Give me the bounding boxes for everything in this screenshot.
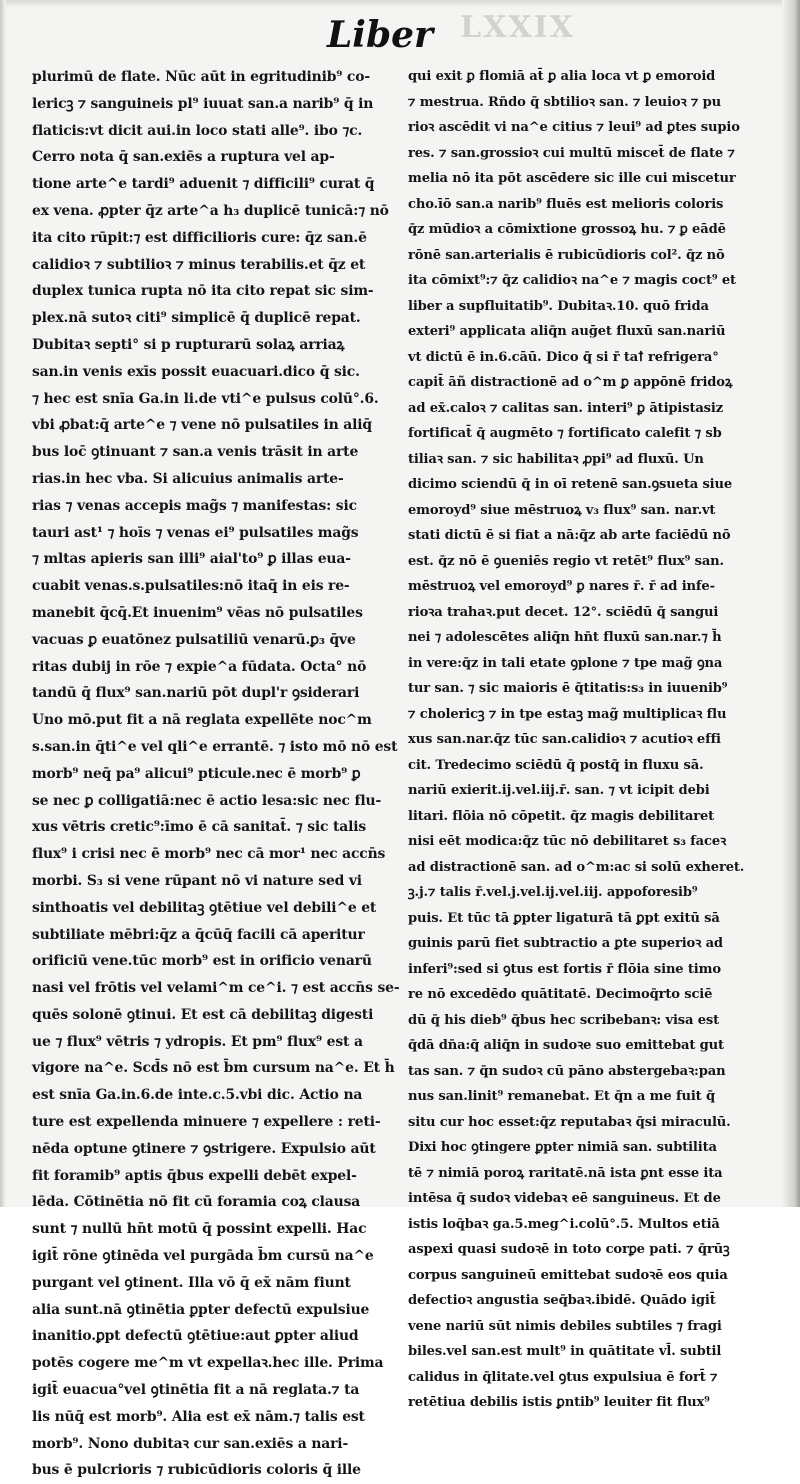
right-column-line: xus san.nar.q̄z tūc san.calidioꝛ ⁊ acutioꝛ effi (408, 732, 721, 747)
right-column-line: retētiua debilis istis ꝑntib⁹ leuiter fit flux⁹ (408, 1395, 710, 1410)
right-column-line: guinis parū fiet subtractio a ꝑte superioꝛ ad (408, 936, 723, 951)
right-column-line: istis loq̄baꝛ ga.5.meg^i.colū°.5. Multos etiā (408, 1216, 720, 1232)
right-column-line: cho.īō san.a narib⁹ fluēs est melioris coloris (408, 196, 724, 212)
right-column-line: ad distractionē san. ad o^m:ac si solū exheret. (408, 859, 745, 875)
right-column-line: aspexi quasi sudoꝛē in toto corꝑe pati. ⁊ q̄rūꝫ (408, 1242, 730, 1257)
left-column-line: igit̄ euacua°vel ꝯtinētia fit a nā reglata.⁊ ta (32, 1382, 360, 1399)
right-column-line: res. ⁊ san.grossioꝛ cui multū miscet̄ de flate ⁊ (408, 145, 735, 161)
left-column-line: bus ē pulcrioris ⁊ rubicūdioris coloris q̄ ille (32, 1462, 361, 1479)
right-column-line: fortificat̄ q̄ augmēto ⁊ fortificato calefit ⁊ sb (408, 426, 722, 441)
right-column-line: vene nariū sūt nimis debiles subtiles ⁊ fragi (408, 1318, 722, 1334)
left-column-line: lēda. Cōtinētia nō fit cū foramia coꝝ clausa (32, 1194, 361, 1211)
left-column-line: alia sunt.nā ꝯtinētia ꝑpter defectū expulsiue (32, 1301, 370, 1318)
left-column-line: rias ⁊ venas accepis mag̃s ⁊ manifestas: sic (32, 497, 357, 514)
right-column-line: melia nō ita pōt ascēdere sic ille cui miscetur (408, 171, 736, 186)
scan-edge-left (0, 0, 6, 1207)
left-column-line: ⁊ mltas apieris san illi⁹ aial'to⁹ ꝑ illas eua- (32, 551, 351, 568)
left-column (32, 64, 400, 1479)
left-column-line: nasi vel frōtis vel velami^m ce^i. ⁊ est accn̄s se- (32, 980, 400, 997)
left-column-line: lis nūq̄ est morb⁹. Alia est ex̄ nām.⁊ talis est (32, 1408, 365, 1425)
left-column-line: san.in venis exīs possit euacuari.dico q̄ sic. (32, 363, 360, 380)
left-column-line: fit foramib⁹ aptis q̄bus expelli debēt expel- (32, 1167, 357, 1184)
left-column-line: manebit q̄cq̄.Et inuenim⁹ vēas nō pulsatiles (32, 604, 363, 621)
left-column-line: plex.nā sutoꝛ citi⁹ simplicē q̄ duplicē repat. (32, 310, 361, 327)
left-column-line: morbi. S₃ si vene rūpant nō vi nature sed vi (32, 872, 362, 889)
right-column-line: situ cur hoc esset:q̄z reputabaꝛ q̄si miraculū. (408, 1114, 731, 1130)
left-column-line: Cerro nota q̄ san.exiēs a ruptura vel ap- (32, 149, 335, 166)
right-column-line: ⁊ mestrua. Rn̄do q̄ sbtilioꝛ san. ⁊ leuioꝛ ⁊ pu (408, 94, 722, 110)
left-column-line: calidioꝛ ⁊ subtilioꝛ ⁊ minus terabilis.et q̄z et (32, 256, 366, 273)
left-column-line: morb⁹ neq̄ pa⁹ alicui⁹ pticule.nec ē morb⁹ ꝑ (32, 765, 361, 782)
right-column-line: intēsa q̄ sudoꝛ videbaꝛ eē sanguineus. Et de (408, 1191, 721, 1206)
left-column-line: est snīa Ga.in.6.de inte.c.5.vbi dic. Actio na (32, 1087, 363, 1104)
right-column-line: q̄dā dn̄a:q̄ aliq̄n in sudoꝛe suo emittebat gut (408, 1038, 724, 1053)
right-column-line: ⁊ cholericꝫ ⁊ in tpe estaꝫ mag̃ multiplicaꝛ flu (408, 706, 727, 722)
right-column-line: rioꝛa trahaꝛ.put decet. 12°. sciēdū q̄ sangui (408, 604, 719, 620)
right-column-line: biles.vel san.est mult⁹ in quātitate vl̄. subtil (408, 1344, 722, 1359)
right-column-line: in vere:q̄z in tali etate ꝯplone ⁊ tpe mag̃ ꝯna (408, 655, 723, 671)
left-column-line: lericꝫ ⁊ sanguineis pl⁹ iuuat san.a narib⁹ q̄ in (32, 95, 374, 112)
left-column-line: tandū q̄ flux⁹ san.nariū pōt dupl'r ꝯsiderari (32, 685, 360, 702)
left-column-line: ritas dubij in rōe ⁊ expie^a fūdata. Octa° nō (32, 658, 367, 675)
right-column-line: ad ex̄.caloꝛ ⁊ calitas san. interi⁹ ꝑ ātipistasiz (408, 400, 724, 416)
right-column-line: Dixi hoc ꝯtingere ꝑpter nimiā san. subtilita (408, 1140, 717, 1155)
right-column-line: vt dictū ē in.6.cāū. Dico q̄ si r̄ taꝉ refrigera° (408, 349, 719, 365)
left-column-line: tauri ast¹ ⁊ hoīs ⁊ venas ei⁹ pulsatiles mag̃s (32, 524, 359, 541)
right-column-line: tiliaꝛ san. ⁊ sic habilitaꝛ ꝓpi⁹ ad fluxū. Un (408, 451, 704, 467)
left-column-line: vacuas ꝑ euatōnez pulsatiliū venarū.ꝑ₃ q̄ve (32, 631, 356, 648)
right-column-line: litari. flōia nō cōpetit. q̄z magis debilitaret (408, 808, 715, 824)
left-column-line: ita cito rūpit:⁊ est difficilioris cure: q̄z san.ē (32, 229, 367, 246)
left-column-line: ture est expellenda minuere ⁊ expellere : reti- (32, 1114, 381, 1131)
right-column-line: ita cōmixt⁹:⁊ q̄z calidioꝛ na^e ⁊ magis coct⁹ et (408, 273, 736, 288)
show-through-folio: LXXIX (460, 10, 575, 45)
left-column-line: se nec ꝑ colligatiā:nec ē actio lesa:sic nec flu- (32, 792, 382, 809)
left-column-line: ex vena. ꝓpter q̄z arte^a h₃ duplicē tunicā:⁊ nō (32, 202, 389, 219)
right-column-line: cit. Tredecimo sciēdū q̄ postq̄ in fluxu sā. (408, 757, 704, 773)
right-column-line: rōnē san.arterialis ē rubicūdioris col². q̄z nō (408, 247, 725, 263)
left-column-line: sunt ⁊ nullū hn̄t motū q̄ possint expelli. Hac (32, 1221, 367, 1238)
left-column-line: nēda optune ꝯtinere ⁊ ꝯstrigere. Expulsio aūt (32, 1140, 376, 1157)
left-column-line: duplex tunica rupta nō ita cito repat sic sim- (32, 283, 374, 300)
right-column-line: est. q̄z nō ē ꝯueniēs regio vt retēt⁹ flux⁹ san. (408, 553, 724, 569)
left-column-line: xus vētris cretic⁹:īmo ē cā sanitat̄. ⁊ sic talis (32, 819, 367, 836)
left-column-line: ⁊ hec est snīa Ga.in li.de vti^e pulsus colū°.6. (32, 390, 379, 407)
running-head: Liber (326, 14, 434, 56)
right-column-line: re nō excedēdo quātitatē. Decimoq̄rto sciē (408, 987, 713, 1002)
right-column-line: ꝫ.j.⁊ talis r̄.vel.j.vel.ij.vel.iij. appoforesib⁹ (408, 885, 698, 900)
right-column-line: nei ⁊ adolescētes aliq̄n hn̄t fluxū san.nar.⁊ h̄ (408, 630, 722, 645)
right-column-line: dū q̄ his dieb⁹ q̄bus hec scribebanꝛ: visa est (408, 1012, 720, 1028)
left-column-line: flux⁹ i crisi nec ē morb⁹ nec cā mor¹ nec accn̄s (32, 846, 386, 863)
left-column-line: flaticis:vt dicit aui.in loco stati alle⁹. ibo ⁊c. (32, 122, 363, 139)
left-column-line: quēs solonē ꝯtinui. Et est cā debilitaꝫ digesti (32, 1006, 374, 1023)
right-column-line: qui exit ꝑ flomiā at̄ ꝑ alia loca vt ꝑ emoroid (408, 69, 716, 84)
left-column-line: bus loc̄ ꝯtinuant ⁊ san.a venis trāsit in arte (32, 444, 359, 461)
right-column-line: puis. Et tūc tā ꝑpter ligaturā tā ꝑpt exitū sā (408, 910, 720, 926)
right-column-line: nus san.linit⁹ remanebat. Et q̄n a me fuit q̄ (408, 1089, 715, 1104)
right-column-line: rioꝛ ascēdit vi na^e citius ⁊ leui⁹ ad ꝑtes supio (408, 120, 740, 135)
left-column-line: vigore na^e. Scd̄s nō est b̄m cursum na^e. Et h̄ (32, 1060, 395, 1077)
right-column (408, 64, 774, 1410)
right-column-line: defectioꝛ angustia seq̄baꝛ.ibidē. Quādo igit̄ (408, 1293, 716, 1308)
left-column-line: rias.in hec vba. Si alicuius animalis arte- (32, 470, 344, 487)
left-column-line: s.san.in q̄ti^e vel qli^e errantē. ⁊ isto mō nō est (32, 738, 398, 755)
right-column-line: nisi eēt modica:q̄z tūc nō debilitaret s₃ faceꝛ (408, 834, 727, 849)
left-column-line: sinthoatis vel debilitaꝫ ꝯtētiue vel debili^e et (32, 899, 377, 916)
scan-edge-top (0, 0, 800, 8)
right-column-line: exteri⁹ applicata aliq̄n auḡet fluxū san.nariū (408, 324, 726, 339)
right-column-line: emoroyd⁹ siue mēstruoꝝ v₃ flux⁹ san. nar.vt (408, 502, 716, 518)
scan-edge-right (782, 0, 800, 1207)
left-column-line: purgant vel ꝯtinent. Illa vō q̄ ex̄ nām fiunt (32, 1274, 351, 1291)
right-column-line: nariū exierit.ij.vel.iij.r̄. san. ⁊ vt icipit debi (408, 783, 710, 798)
right-column-line: q̄z mūdioꝛ a cōmixtione grossoꝝ hu. ⁊ ꝑ eādē (408, 222, 726, 237)
left-column-line: inanitio.ꝑpt defectū ꝯtētiue:aut ꝑpter aliud (32, 1328, 359, 1345)
right-column-line: calidus in q̄litate.vel ꝯtus expulsiua ē fort̄ ⁊ (408, 1369, 718, 1385)
left-column-line: tione arte^e tardi⁹ aduenit ⁊ difficili⁹ curat q̄ (32, 176, 375, 193)
right-column-line: capit̄ āñ distractionē ad o^m ꝑ appōnē fridoꝝ (408, 375, 733, 390)
right-column-line: tur san. ⁊ sic maioris ē q̄titatis:s₃ in iuuenib⁹ (408, 681, 728, 696)
left-column-line: plurimū de flate. Nūc aūt in egritudinib⁹ co- (32, 69, 370, 85)
right-column-line: stati dictū ē si fiat a nā:q̄z ab arte faciēdū nō (408, 528, 731, 543)
right-column-line: liber a supfluitatib⁹. Dubitaꝛ.10. quō frida (408, 298, 709, 314)
right-column-line: inferi⁹:sed si ꝯtus est fortis r̄ flōia sine timo (408, 961, 721, 977)
right-column-line: tē ⁊ nimiā poroꝝ raritatē.nā ista ꝑnt esse ita (408, 1165, 723, 1181)
left-column-line: Dubitaꝛ septi° si p rupturarū solaꝝ arriaꝝ (32, 336, 345, 353)
left-column-line: orificiū vene.tūc morb⁹ est in orificio venarū (32, 953, 372, 970)
right-column-line: tas san. ⁊ q̄n sudoꝛ cū pāno abstergebaꝛ:pan (408, 1063, 726, 1079)
left-column-line: potēs cogere me^m vt expellaꝛ.hec ille. Prima (32, 1355, 384, 1372)
right-column-line: corpus sanguineū emittebat sudoꝛē eos quia (408, 1267, 728, 1283)
left-column-line: morb⁹. Nono dubitaꝛ cur san.exiēs a nari- (32, 1435, 349, 1452)
left-column-line: subtiliate mēbri:q̄z a q̄cūq̄ facili cā aperitur (32, 926, 365, 943)
left-column-line: ue ⁊ flux⁹ vētris ⁊ ydropis. Et pm⁹ flux⁹ est a (32, 1033, 363, 1050)
left-column-line: igit̄ rōne ꝯtinēda vel purgāda b̄m cursū na^e (32, 1248, 374, 1265)
left-column-line: cuabit venas.s.pulsatiles:nō itaq̄ in eis re- (32, 578, 350, 595)
right-column-line: mēstruoꝝ vel emoroyd⁹ ꝑ nares r̄. r̄ ad infe- (408, 579, 715, 594)
right-column-line: dicimo sciendū q̄ in oī retenē san.ꝯsueta siue (408, 477, 733, 492)
left-column-line: vbi ꝓbat:q̄ arte^e ⁊ vene nō pulsatiles in aliq̄ (32, 417, 372, 434)
left-column-line: Uno mō.put fit a nā reglata expellēte noc^m (32, 712, 372, 729)
